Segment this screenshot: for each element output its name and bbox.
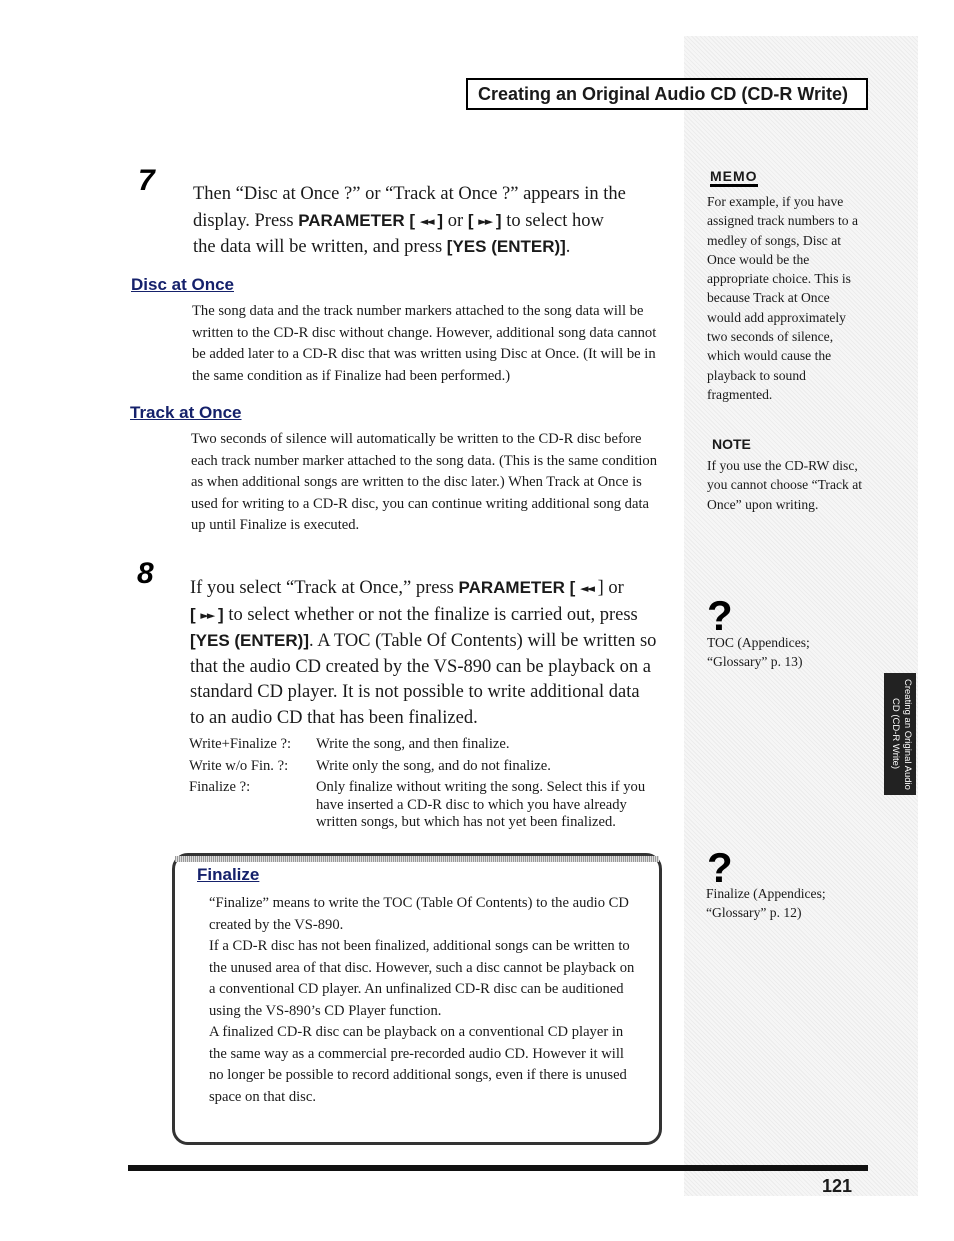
step-number-7: 7 [138,164,155,197]
page-number: 121 [822,1176,853,1196]
step-7-line-2: display. Press PARAMETER [ ◄◄ ] or [ ►► ] to select how [193,210,604,231]
finalize-paragraph: “Finalize” means to write the TOC (Table Of Contents) to the audio CD created by the VS-890. [209,895,629,933]
rewind-icon: ◄◄ [580,582,593,595]
option-row [189,779,669,832]
finalize-box [172,853,662,1145]
option-key: Write w/o Fin. ?: [189,757,289,774]
disc-at-once-heading: Disc at Once [131,275,234,294]
step-8-line-1: If you select “Track at Once,” press PARAMETER [ ◄◄ ] or [190,578,624,598]
finalize-paragraph: If a CD-R disc has not been finalized, additional songs can be written to the unused area of that disc. However, such a disc cannot be playback on a conventional CD player. An unfinalized CD-R disc can be auditioned using the VS-890’s CD Player function. [209,938,635,1019]
reference-text-finalize: Finalize (Appendices; “Glossary” p. 12) [706,886,826,921]
disc-at-once-body: The song data and the track number markers attached to the song data will be written to the CD-R disc without change. However, additional song data cannot be added later to a CD-R disc that was written using Disc at Once. (It will be in the same condition as if Finalize had been performed.) [192,303,657,384]
reference-icon: ? [707,844,733,891]
step-number-8: 8 [137,557,154,590]
memo-icon: MEMO [710,168,758,184]
step-7-line-3: the data will be written, and press [YES (ENTER)]. [193,237,571,257]
step-8-line-4: that the audio CD created by the VS-890 can be playback on a [190,656,651,677]
option-row [189,758,669,776]
reference-icon: ? [707,592,733,639]
option-desc: Only finalize without writing the song. Select this if you have inserted a CD-R disc to which you have already written songs, but which has not yet been finalized. [316,779,646,830]
memo-text: For example, if you have assigned track numbers to a medley of songs, Disc at Once would be the appropriate choice. This is because Track at Once would add approximately two seconds of silence, which would cause the playback to sound fragmented. [707,194,858,402]
options-list [189,736,669,836]
option-key: Write+Finalize ?: [189,736,292,752]
step-8-line-5: standard CD player. It is not possible to write additional data [190,682,640,702]
step-7-line-1: Then “Disc at Once ?” or “Track at Once ?” appears in the [193,184,626,204]
chapter-tab [884,673,916,795]
fast-forward-icon: ►► [200,608,214,622]
fast-forward-icon: ►► [478,214,492,228]
option-desc: Write only the song, and do not finalize. [316,757,551,774]
track-at-once-body: Two seconds of silence will automatically be written to the CD-R disc before each track number marker attached to the song data. (This is the same condition as when additional songs are written to the disc later.) When Track at Once is used for writing to a CD-R disc, you can continue writing additional song data up until Finalize is executed. [191,431,658,533]
track-at-once-heading: Track at Once [130,403,242,422]
finalize-title: Finalize [197,865,260,884]
page-header [466,78,868,110]
step-8-line-3: [YES (ENTER)]. A TOC (Table Of Contents) will be written so [190,631,657,651]
step-8-text [190,575,670,731]
chapter-tab-label: Creating an Original Audio CD (CD-R Write) [890,678,913,790]
finalize-text [209,893,639,1108]
note-text: If you use the CD-RW disc, you cannot choose “Track at Once” upon writing. [707,458,863,512]
option-row [189,736,669,754]
option-key: Finalize ?: [189,779,251,795]
step-8-line-6: to an audio CD that has been finalized. [190,707,478,728]
finalize-paragraph: A finalized CD-R disc can be playback on a conventional CD player in the same way as a commercial pre-recorded audio CD. However it will no longer be possible to record additional songs, even if there is unused space on that disc. [209,1024,627,1105]
step-8-line-2: [ ►► ] to select whether or not the finalize is carried out, press [190,604,638,625]
footer-rule [128,1165,868,1171]
note-icon: NOTE [712,436,751,452]
option-desc: Write the song, and then finalize. [316,736,510,752]
rewind-icon: ◄◄ [419,214,433,228]
step-7-text [193,182,663,261]
reference-text-toc: TOC (Appendices; “Glossary” p. 13) [707,635,810,670]
header-title: Creating an Original Audio CD (CD-R Write) [478,84,849,104]
